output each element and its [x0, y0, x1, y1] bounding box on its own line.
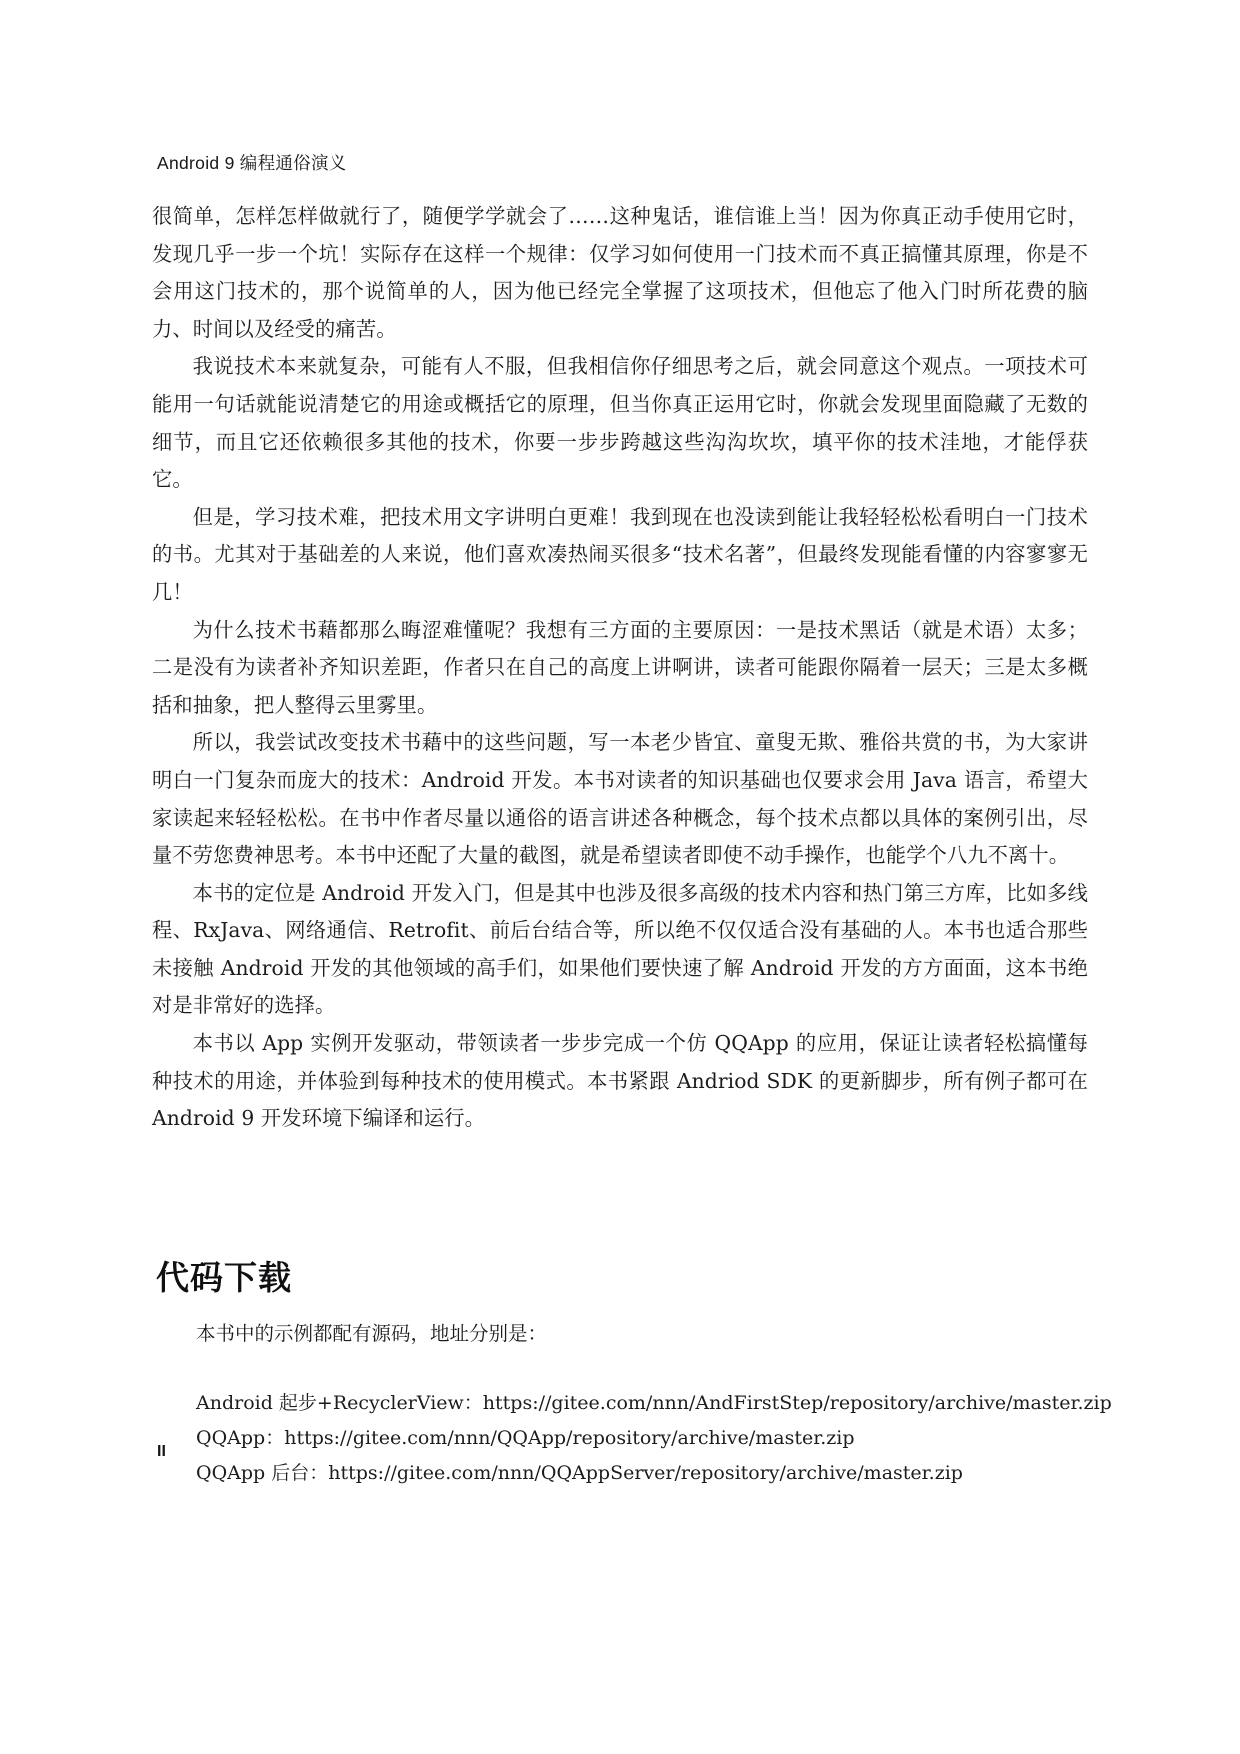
- body-paragraph: 很简单，怎样怎样做就行了，随便学学就会了……这种鬼话，谁信谁上当！因为你真正动手使用它时，发现几乎一步一个坑！实际存在这样一个规律：仅学习如何使用一门技术而不真正搞懂其原理，你是不会用这门技术的，那个说简单的人，因为他已经完全掌握了这项技术，但他忘了他入门时所花费的脑力、时间以及经受的痛苦。: [152, 204, 1088, 341]
- body-paragraph: 我说技术本来就复杂，可能有人不服，但我相信你仔细思考之后，就会同意这个观点。一项技术可能用一句话就能说清楚它的用途或概括它的原理，但当你真正运用它时，你就会发现里面隐藏了无数的细节，而且它还依赖很多其他的技术，你要一步步跨越这些沟沟坎坎，填平你的技术洼地，才能俘获它。: [152, 354, 1088, 492]
- body-paragraph: 为什么技术书藉都那么晦涩难懂呢？我想有三方面的主要原因：一是技术黑话（就是术语）太多；二是没有为读者补齐知识差距，作者只在自己的高度上讲啊讲，读者可能跟你隔着一层天；三是太多概括和抽象，把人整得云里雾里。: [152, 617, 1088, 717]
- download-section: [196, 1318, 1112, 1491]
- download-link-label: QQApp：: [196, 1427, 285, 1449]
- body-paragraph: 本书的定位是 Android 开发入门，但是其中也涉及很多高级的技术内容和热门第三方库，比如多线程、RxJava、网络通信、Retrofit、前后台结合等，所以绝不仅仅适合没有基础的人。本书也适合那些未接触 Android 开发的其他领域的高手们，如果他们要快速了解 Android 开发的方方面面，这本书绝对是非常好的选择。: [152, 880, 1088, 1018]
- list-item: [196, 1386, 1112, 1421]
- list-item: [196, 1456, 1096, 1491]
- page-number: II: [157, 1443, 166, 1460]
- download-link-url[interactable]: https://gitee.com/nnn/AndFirstStep/repository/archive/master.zip: [482, 1392, 1112, 1414]
- running-head: Android 9 编程通俗演义: [157, 153, 347, 173]
- download-link-list: [196, 1386, 1112, 1491]
- download-link-url[interactable]: https://gitee.com/nnn/QQAppServer/repository/archive/master.zip: [328, 1462, 963, 1484]
- download-link-label: Android 起步+RecyclerView：: [196, 1392, 483, 1414]
- download-intro-text: 本书中的示例都配有源码，地址分别是：: [196, 1322, 548, 1345]
- body-paragraph: 本书以 App 实例开发驱动，带领读者一步步完成一个仿 QQApp 的应用，保证让读者轻松搞懂每种技术的用途，并体验到每种技术的使用模式。本书紧跟 Andriod SDK 的更新脚步，所有例子都可在 Android 9 开发环境下编译和运行。: [152, 1031, 1088, 1131]
- download-link-label: QQApp 后台：: [196, 1462, 329, 1484]
- download-link-url[interactable]: https://gitee.com/nnn/QQApp/repository/archive/master.zip: [284, 1427, 855, 1449]
- body-paragraph: 所以，我尝试改变技术书藉中的这些问题，写一本老少皆宜、童叟无欺、雅俗共赏的书，为大家讲明白一门复杂而庞大的技术：Android 开发。本书对读者的知识基础也仅要求会用 Java 语言，希望大家读起来轻轻松松。在书中作者尽量以通俗的语言讲述各种概念，每个技术点都以具体的案例引出，尽量不劳您费神思考。本书中还配了大量的截图，就是希望读者即使不动手操作，也能学个八九不离十。: [152, 730, 1088, 868]
- list-item: [196, 1421, 1096, 1456]
- body-content: [152, 198, 1088, 1138]
- section-heading-code-download: 代码下载: [156, 1259, 292, 1297]
- body-paragraph: 但是，学习技术难，把技术用文字讲明白更难！我到现在也没读到能让我轻轻松松看明白一门技术的书。尤其对于基础差的人来说，他们喜欢凑热闹买很多“技术名著”，但最终发现能看懂的内容寥寥无几！: [152, 504, 1088, 604]
